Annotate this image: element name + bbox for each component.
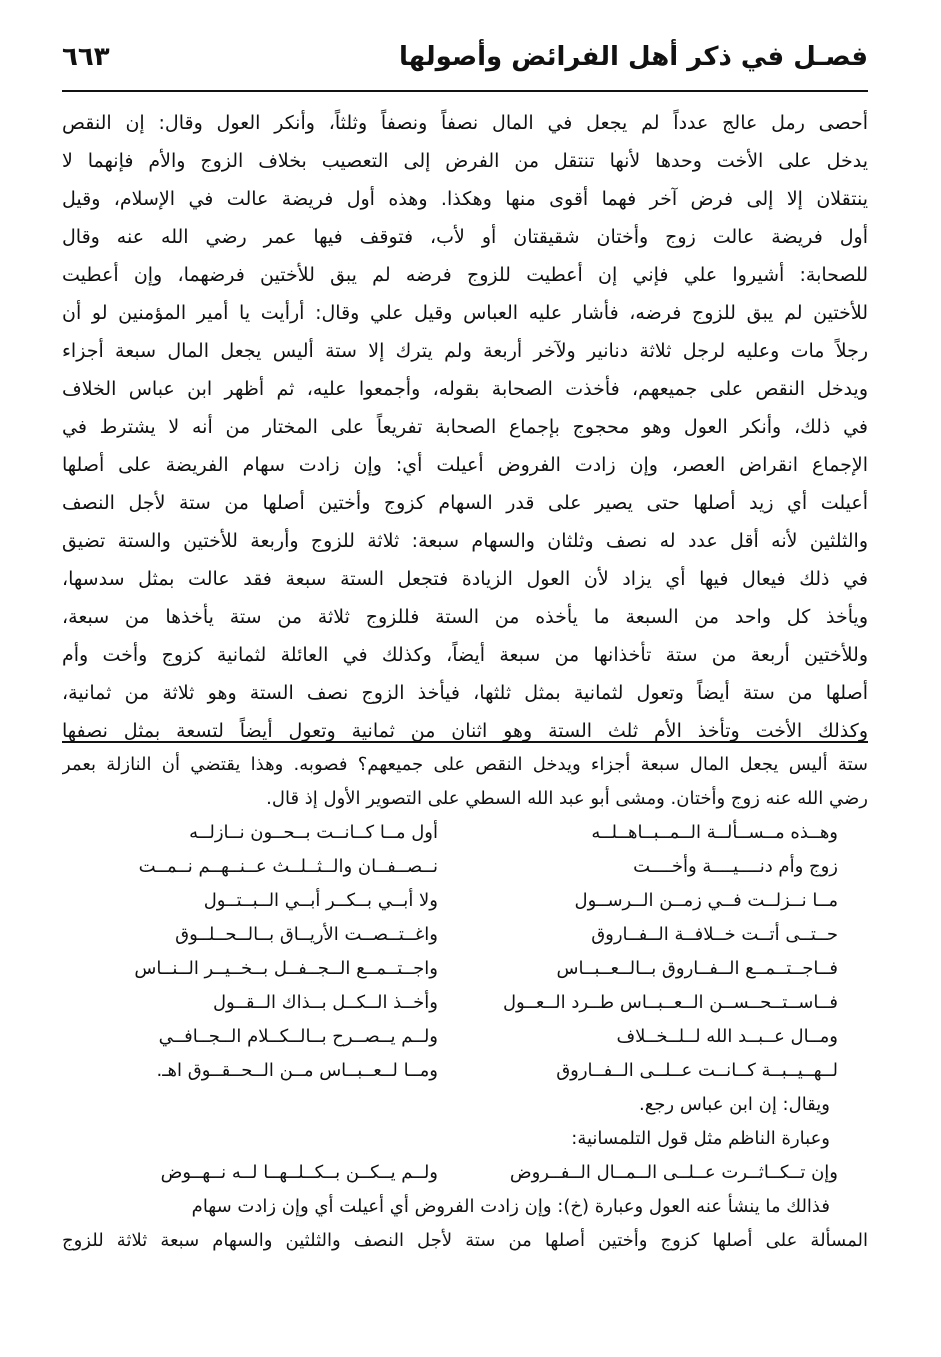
footnote-line: المسألة على أصلها كزوج وأختين أصلها من ستة لأجل النصف والثلثين والسهام سبعة ثلاثة للزوج (62, 1230, 868, 1251)
text-line: وكذلك الأخت وتأخذ الأم ثلث الستة وهو اثنان من ثمانية وتعول أيضاً لتسعة بمثل نصفها (62, 720, 868, 742)
poem (62, 816, 846, 1088)
footnote-line: رضي الله عنه زوج وأختان. ومشى أبو عبد الله السطي على التصوير الأول إذ قال. (266, 788, 868, 809)
text-line: والثلثين لأنه أقل عدد له نصف وثلثان والسهام سبعة: ثلاثة للزوج وأربعة للأختين والستة تضيق (62, 530, 868, 552)
text-line: رجلاً مات وعليه لرجل ثلاثة دنانير ولآخر أربعة ولم يترك إلا ستة أليس يجعل المال سبعة أجزاء (62, 340, 868, 362)
page-number: ٦٦٣ (62, 42, 110, 72)
poem-verse (62, 1054, 846, 1088)
text-line: في ذلك، وأنكر العول وهو محجوج بإجماع الصحابة تفريعاً على المختار من أنه لا يشترط في (62, 416, 868, 438)
footnote-rule (62, 741, 868, 743)
footnote-line: ويقال: إن ابن عباس رجع. (638, 1094, 830, 1115)
poem-verse (62, 1156, 846, 1190)
text-line: أحصى رمل عالج عدداً لم يجعل في المال نصفاً ونصفاً وثلثاً، وأنكر العول وقال: إن النقص (62, 112, 868, 134)
text-line: ويأخذ كل واحد من السبعة ما يأخذه من الستة فللزوج ثلاثة من ستة يأخذها من سبعة، (62, 606, 868, 628)
book-page (62, 28, 868, 1328)
text-line: للصحابة: أشيروا علي فإني إن أعطيت للزوج فرضه لم يبق للأختين فرضهما، وإن أعطيت (62, 264, 868, 286)
poem-verse (62, 1020, 846, 1054)
text-line: أول فريضة عالت زوج وأختان شقيقتان أو لأب، فتوقف فيها عمر رضي الله عنه وقال (62, 226, 868, 248)
poem-verse (62, 884, 846, 918)
text-line: في ذلك فيعال فيها أي يزاد لأن العول الزيادة فتجعل الستة سبعة فقد عالت بمثل سدسها، (62, 568, 868, 590)
first-hemistich: فــاجــتــمــع الــفــاروق بــالــعــبــاس (556, 958, 838, 979)
poem-verse (62, 850, 846, 884)
page-header (62, 28, 868, 86)
text-line: ينتقلان إلا إلى فرض آخر فهما أقوى منها وهكذا. وهذه أول فريضة عالت في الإسلام، وقيل (62, 188, 868, 210)
header-rule (62, 90, 868, 92)
first-hemistich: فــاســتــحــســن الــعــبــاس طــرد الــعــول (502, 992, 838, 1013)
text-line: ويدخل النقص على جميعهم، فأخذت الصحابة بقوله، وأجمعوا عليه، ثم أظهر ابن عباس الخلاف (62, 378, 868, 400)
quoted-verse (62, 1156, 846, 1190)
footnote-line: فذالك ما ينشأ عنه العول وعبارة (خ): وإن زادت الفروض أي أعيلت أي وإن زادت سهام (191, 1196, 830, 1217)
text-line: الإجماع انقراض العصر، وإن زادت الفروض أعيلت أي: وإن زادت سهام الفريضة على أصلها (62, 454, 868, 476)
poem-verse (62, 918, 846, 952)
second-hemistich: نــصــفــان والــثــلــث عــنــهــم نــمــت (138, 856, 438, 877)
footnote-line: ستة أليس يجعل المال سبعة أجزاء ويدخل النقص على جميعهم؟ فصوبه. وهذا يقتضي أن النازلة بعمر (62, 754, 868, 775)
first-hemistich: مــا نــزلــت فــي زمــن الــرســول (574, 890, 838, 911)
poem-verse (62, 986, 846, 1020)
poem-verse (62, 816, 846, 850)
second-hemistich: ولا أبــي بــكــر أبــي الــبــتــول (203, 890, 438, 911)
second-hemistich: واجــتــمــع الــجــفــل بــخــيــر الــنــاس (134, 958, 438, 979)
text-line: أعيلت أي زيد أصلها حتى يصير على قدر السهام كزوج وأختين أصلها من ستة لأجل النصف (62, 492, 868, 514)
second-hemistich: أول مــا كــانــت بــحــون نــازلــه (189, 822, 438, 843)
text-line: وللأختين أربعة من ستة تأخذانها من سبعة أيضاً، وكذلك في العائلة لثمانية كزوج وأخت وأم (62, 644, 868, 666)
first-hemistich: وهــذه مــســألــة الــمــبــاهــلــه (591, 822, 838, 843)
second-hemistich: ولــم يــصــرح بــالــكــلام الــجــافــي (158, 1026, 438, 1047)
text-line: يدخل على الأخت وحدها لأنها تنتقل من الفرض إلى التعصيب بخلاف الزوج والأم فإنهما لا (62, 150, 868, 172)
second-hemistich: وأخــذ الــكــل بــذاك الــقــول (212, 992, 438, 1013)
text-line: أصلها من ستة أيضاً وتعول لثمانية بمثل ثلثها، فيأخذ الزوج نصف الستة وهو ثلاثة من ثمانية، (62, 682, 868, 704)
second-hemistich: ولــم يــكــن بــكــلــهــا لــه نــهــوض (160, 1162, 438, 1183)
first-hemistich: زوج وأم دنــــيــــة وأخــــت (633, 856, 838, 877)
chapter-title: فصـل في ذكر أهل الفرائض وأصولها (398, 42, 868, 72)
first-hemistich: لــهــيــبــة كــانــت عــلــى الــفــاروق (556, 1060, 838, 1081)
second-hemistich: واغــتــصــت الأريــاق بــالــحــلــوق (175, 924, 438, 945)
first-hemistich: وإن تــكــاثــرت عــلــى الــمــال الــفــروض (509, 1162, 838, 1183)
poem-verse (62, 952, 846, 986)
first-hemistich: ومــال عــبــد الله لــلــخــلاف (616, 1026, 838, 1047)
footnote-line: وعبارة الناظم مثل قول التلمسانية: (571, 1128, 830, 1149)
main-text (62, 104, 868, 750)
second-hemistich: ومــا لــعــبــاس مــن الــحــقــوق اهـ. (156, 1060, 438, 1081)
text-line: للأختين لم يبق للزوج فرضه، فأشار عليه العباس وقيل علي وقال: أرأيت يا أمير المؤمنين لو أن (62, 302, 868, 324)
first-hemistich: حــتــى أتــت خــلافــة الــفــاروق (591, 924, 838, 945)
footnote (62, 748, 868, 1258)
